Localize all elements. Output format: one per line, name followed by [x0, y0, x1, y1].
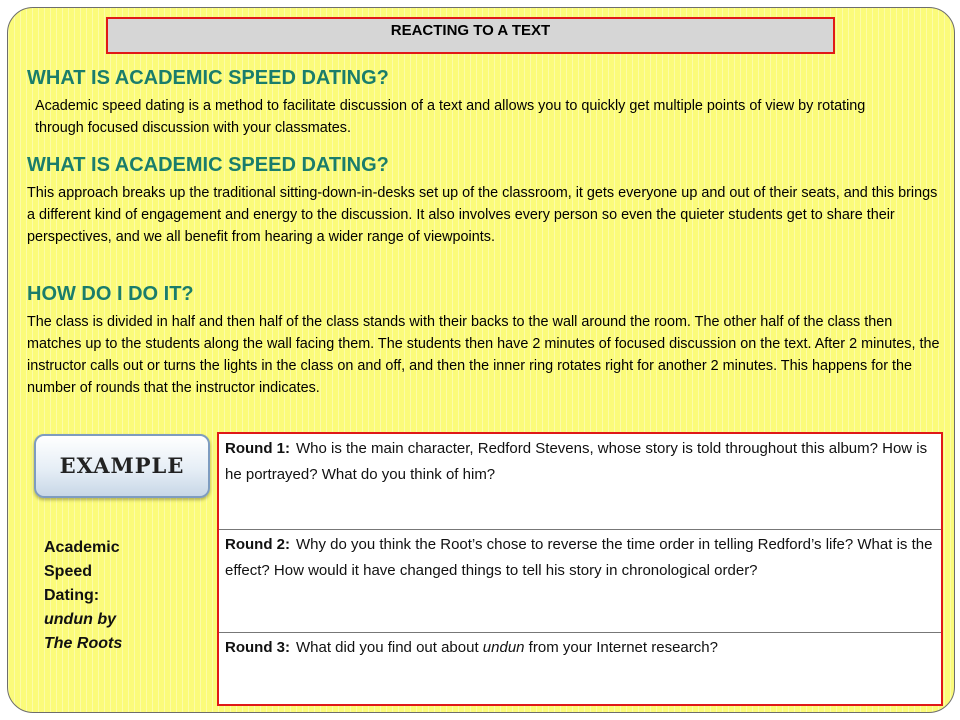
- round-question: Why do you think the Root’s chose to reverse the time order in telling Redford’s life? What is the effect? How would it have changed things to tell his story in chronological order?: [225, 536, 933, 579]
- slide-title: REACTING TO A TEXT: [106, 17, 835, 54]
- section-text-what-is: Academic speed dating is a method to facilitate discussion of a text and allows you to quickly get multiple points of view by rotating through focused discussion with your classmates.: [35, 98, 866, 136]
- section-text-how-to: The class is divided in half and then half of the class stands with their backs to the wall around the room. The other half of the class then matches up to the students along the wall facing them. The students then have 2 minutes of focused discussion on the text. After 2 minutes, the instructor calls out or turns the lights in the class on and off, and then the inner ring rotates right for another 2 minutes. This happens for the number of rounds that the instructor indicates.: [27, 314, 940, 396]
- section-heading-how-to: HOW DO I DO IT?: [27, 283, 194, 305]
- caption-line: Speed: [44, 563, 93, 580]
- caption-line: Dating:: [44, 587, 100, 604]
- round-question-emphasis: undun: [482, 639, 525, 656]
- round-label: Round 3:: [225, 639, 290, 656]
- rounds-table: [217, 432, 943, 706]
- round-label: Round 2:: [225, 536, 290, 553]
- round-question: Who is the main character, Redford Stevens, whose story is told throughout this album? How is he portrayed? What do you think of him?: [225, 440, 928, 483]
- round-question: What did you find out about: [296, 639, 483, 656]
- section-heading-what-is: WHAT IS ACADEMIC SPEED DATING?: [27, 67, 389, 89]
- section-heading-what-is-2: WHAT IS ACADEMIC SPEED DATING?: [27, 154, 389, 176]
- caption-album-title: undun by: [44, 611, 116, 628]
- round-3: [219, 633, 941, 704]
- example-button[interactable]: EXAMPLE: [34, 434, 210, 498]
- section-text-what-is-2: This approach breaks up the traditional sitting-down-in-desks set up of the classroom, it gets everyone up and out of their seats, and this brings a different kind of engagement and energy to the discussion. It also involves every person so even the quieter students get to share their perspectives, and we all benefit from hearing a wider range of viewpoints.: [27, 185, 938, 245]
- example-caption: [44, 536, 164, 656]
- round-1: [219, 434, 941, 530]
- caption-line: Academic: [44, 539, 120, 556]
- round-label: Round 1:: [225, 440, 290, 457]
- round-2: [219, 530, 941, 633]
- slide: [7, 7, 955, 713]
- round-question-end: from your Internet research?: [524, 639, 718, 656]
- caption-artist: The Roots: [44, 635, 123, 652]
